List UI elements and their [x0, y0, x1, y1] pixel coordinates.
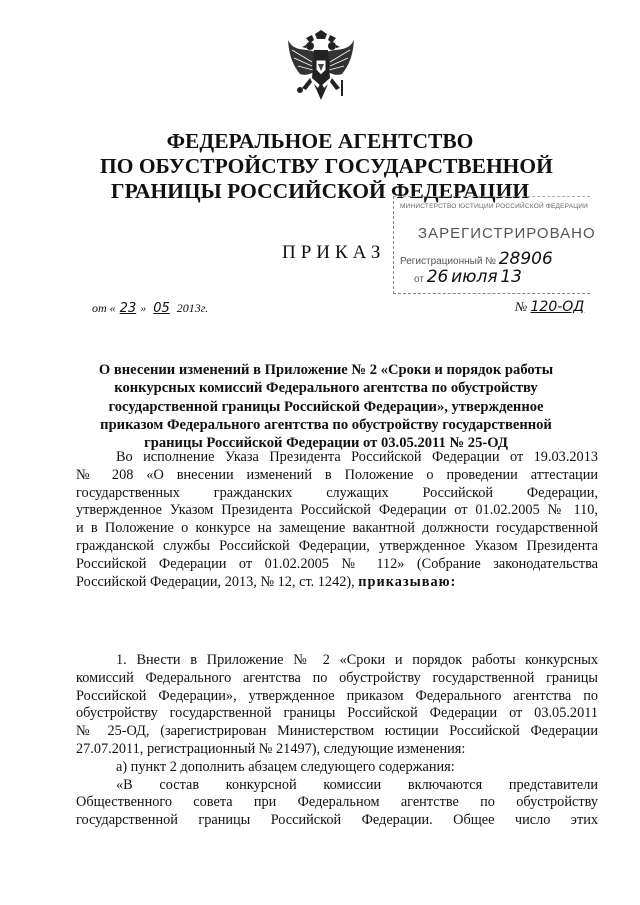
- subject-line: приказом Федерального агентства по обустройству государственной: [100, 416, 552, 433]
- preamble-paragraph: [76, 449, 598, 591]
- text-line: «В состав конкурсной комиссии включаются представители: [116, 776, 598, 793]
- agency-name-line3: ГРАНИЦЫ РОССИЙСКОЙ ФЕДЕРАЦИИ: [110, 179, 530, 203]
- order-date-day: 23: [119, 301, 137, 316]
- document-type: ПРИКАЗ: [282, 242, 386, 263]
- agency-name-line1: ФЕДЕРАЛЬНОЕ АГЕНТСТВО: [166, 129, 474, 153]
- agency-name: [100, 129, 553, 204]
- text-line: № 208 «О внесении изменений в Положение о проведении аттестации: [76, 466, 598, 483]
- text-line: государственных гражданских служащих Российской Федерации,: [76, 484, 598, 501]
- stamp-date-day: 26: [426, 267, 449, 287]
- text-line: государственной границы Российской Федерации. Общее число этих: [76, 812, 598, 829]
- text-line: Во исполнение Указа Президента Российской Федерации от 19.03.2013: [116, 449, 598, 465]
- stamp-reg-label: Регистрационный №: [400, 256, 496, 267]
- subject-line: государственной границы Российской Федерации», утвержденное: [108, 398, 544, 415]
- order-subject: [76, 361, 576, 452]
- text-line: гражданской службы Российской Федерации, утвержденное Указом Президента: [76, 537, 598, 554]
- order-number: [515, 299, 584, 315]
- text-line: обустройству государственной границы Российской Федерации от 03.05.2011: [76, 705, 598, 722]
- order-date-sep: »: [140, 301, 147, 315]
- order-directive: приказываю:: [358, 573, 457, 590]
- registration-stamp: [393, 196, 596, 294]
- order-date-month: 05: [153, 301, 170, 316]
- order-number-value: 120-ОД: [530, 299, 585, 315]
- stamp-ministry: МИНИСТЕРСТВО ЮСТИЦИИ РОССИЙСКОЙ ФЕДЕРАЦИИ: [400, 203, 589, 210]
- order-date: [92, 301, 208, 316]
- subject-line: конкурсных комиссий Федерального агентства по обустройству: [114, 380, 538, 397]
- text-line: [76, 574, 598, 592]
- text-line: а) пункт 2 дополнить абзацем следующего содержания:: [116, 758, 455, 775]
- stamp-date-year: 13: [500, 267, 522, 287]
- agency-name-line2: ПО ОБУСТРОЙСТВУ ГОСУДАРСТВЕННОЙ: [100, 154, 553, 178]
- text-line: Российской Федерации от 01.02.2005 № 112» (Собрание законодательства: [76, 555, 598, 572]
- stamp-status: ЗАРЕГИСТРИРОВАНО: [418, 225, 596, 242]
- text-line: Российской Федерации», утвержденное приказом Федерального агентства по: [76, 687, 598, 704]
- stamp-reg-number: 28906: [498, 249, 553, 269]
- text-line: комиссий Федерального агентства по обустройству государственной границы: [76, 669, 598, 686]
- subject-line: О внесении изменений в Приложение № 2 «Сроки и порядок работы: [98, 362, 554, 378]
- order-number-prefix: №: [515, 299, 528, 314]
- text-line: утвержденное Указом Президента Российской Федерации от 01.02.2005 № 110,: [76, 502, 598, 519]
- coat-of-arms-emblem: [286, 30, 356, 106]
- text-line: 1. Внести в Приложение № 2 «Сроки и порядок работы конкурсных: [116, 652, 598, 668]
- order-date-prefix: от «: [92, 301, 116, 315]
- stamp-registration: [400, 249, 553, 269]
- clause-1-paragraph: [76, 652, 598, 830]
- text-line: Общественного совета при Федеральном агентстве по обустройству: [76, 794, 598, 811]
- stamp-date-month: июля: [451, 267, 498, 287]
- stamp-date: [414, 267, 522, 287]
- stamp-date-prefix: от: [414, 274, 424, 285]
- text-line: № 25-ОД, (зарегистрирован Министерством юстиции Российской Федерации: [76, 723, 598, 740]
- text-segment: Российской Федерации, 2013, № 12, ст. 1242),: [76, 573, 359, 590]
- subject-line: границы Российской Федерации от 03.05.2011 № 25-ОД: [144, 435, 508, 452]
- text-line: и в Положение о конкурсе на замещение вакантной должности государственной: [76, 520, 598, 537]
- order-date-year: 2013г.: [176, 301, 209, 315]
- text-line: 27.07.2011, регистрационный № 21497), следующие изменения:: [76, 740, 466, 757]
